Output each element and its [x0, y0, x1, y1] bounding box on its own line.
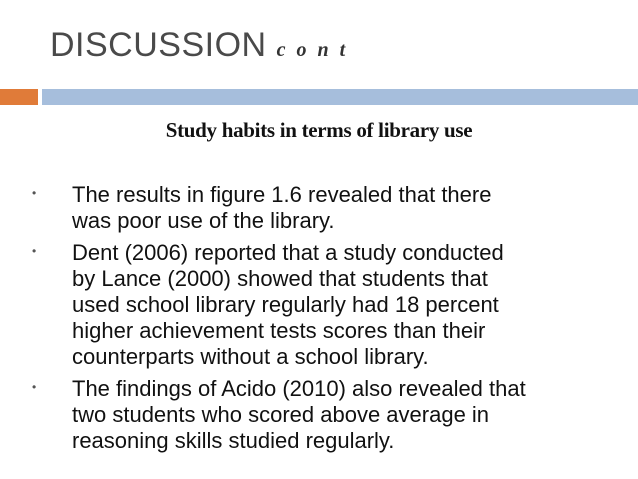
bullet-dot-icon: •	[32, 244, 37, 258]
bullet-line: used school library regularly had 18 percent	[72, 292, 499, 317]
accent-bar-blue	[42, 89, 638, 105]
slide-title-suffix: c o n t	[276, 39, 349, 61]
slide-title: DISCUSSION	[50, 26, 267, 64]
bullet-line: reasoning skills studied regularly.	[72, 428, 395, 453]
bullet-line: Dent (2006) reported that a study conducted	[72, 240, 504, 265]
bullet-text	[72, 376, 624, 454]
bullet-line: was poor use of the library.	[72, 208, 335, 233]
subheading: Study habits in terms of library use	[165, 118, 473, 142]
bullet-line: two students who scored above average in	[72, 402, 490, 427]
bullet-line: higher achievement tests scores than their	[72, 318, 486, 343]
bullet-item	[24, 376, 624, 454]
slide-title-row	[50, 26, 348, 65]
bullet-text	[72, 182, 624, 234]
bullet-line: The findings of Acido (2010) also revealed that	[72, 376, 526, 401]
bullet-line: counterparts without a school library.	[72, 344, 429, 369]
bullet-dot-icon: •	[32, 380, 37, 394]
bullet-text	[72, 240, 624, 370]
bullet-list	[24, 182, 624, 460]
bullet-dot-icon: •	[32, 186, 37, 200]
accent-bar	[0, 89, 638, 105]
bullet-line: by Lance (2000) showed that students that	[72, 266, 488, 291]
bullet-item	[24, 182, 624, 234]
accent-bar-orange	[0, 89, 38, 105]
bullet-item	[24, 240, 624, 370]
bullet-line: The results in figure 1.6 revealed that there	[72, 182, 492, 207]
